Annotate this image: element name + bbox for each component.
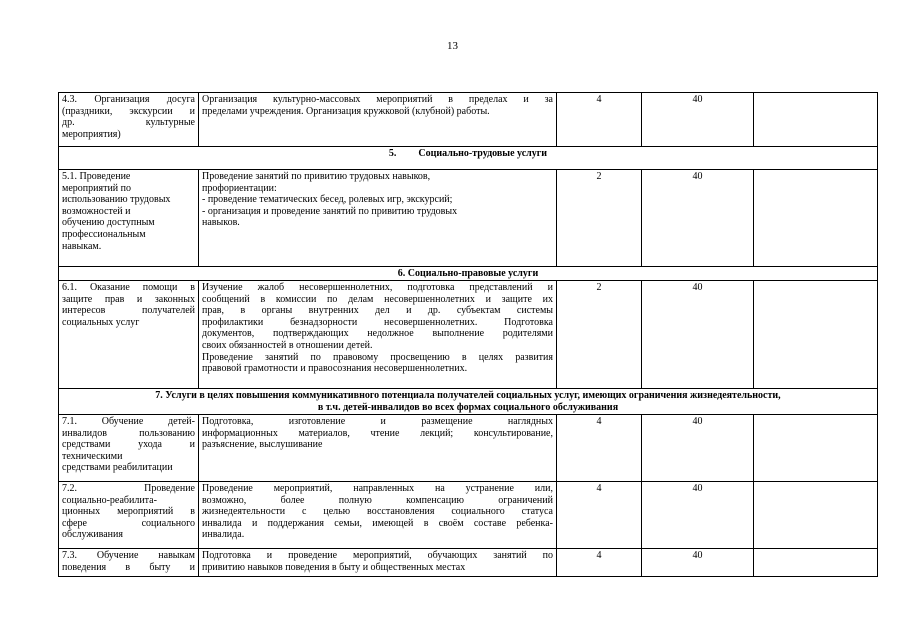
section-heading	[59, 389, 878, 415]
service-description-cell	[199, 482, 557, 549]
service-description-line: прав, в органы внутренних дел и др. субъектам системы	[202, 305, 553, 317]
empty-cell-col5	[754, 93, 878, 147]
section-row	[59, 389, 878, 415]
service-name-cell	[59, 93, 199, 147]
service-name-line: обучению доступным	[62, 217, 155, 229]
service-description-cell	[199, 170, 557, 267]
service-description-line: пределами учреждения. Организация кружковой (клубной) работы.	[202, 105, 490, 117]
service-description-line: Подготовка и проведение мероприятий, обучающих занятий по	[202, 550, 553, 561]
service-description-line: инвалида.	[202, 529, 245, 541]
section-title: 7. Услуги в целях повышения коммуникативного потенциала получателей социальных услуг, имеющих ограничения жизнедеятельности,	[155, 390, 781, 401]
service-name-line: др. культурные	[62, 117, 195, 129]
service-name-line: защите прав и законных	[62, 293, 195, 305]
service-name-line: инвалидов пользованию	[62, 427, 195, 439]
table-row	[59, 482, 878, 549]
service-description-line: жизнедеятельности с целью восстановления социального статуса	[202, 506, 553, 518]
section-title-line-2: в т.ч. детей-инвалидов во всех формах социального обслуживания	[317, 401, 619, 413]
service-name-line: использованию трудовых	[62, 194, 171, 206]
service-description-line: сообщений в комиссии по делам несовершеннолетних и защите их	[202, 293, 553, 305]
service-description-line: Изучение жалоб несовершеннолетних, подготовка представлений и	[202, 282, 553, 293]
table-row	[59, 93, 878, 147]
service-description-line: Подготовка, изготовление и размещение наглядных	[202, 416, 553, 427]
service-name-line: техническими	[62, 450, 123, 462]
service-name-line: интересов получателей	[62, 305, 195, 317]
page-number: 13	[447, 40, 458, 52]
value-cell-col4: 40	[642, 170, 754, 267]
section-heading	[59, 147, 878, 170]
service-name-line: возможностей и	[62, 205, 131, 217]
service-name-line: поведения в быту и	[62, 561, 195, 573]
services-table	[58, 92, 878, 577]
value-cell-col3: 2	[557, 281, 642, 389]
services-table-body	[59, 93, 878, 577]
section-title: Социально-трудовые услуги	[418, 148, 548, 159]
table-row	[59, 281, 878, 389]
table-row	[59, 549, 878, 577]
value-cell-col4: 40	[642, 549, 754, 577]
value-cell-col3: 4	[557, 415, 642, 482]
service-name-line: средствами ухода и	[62, 439, 195, 451]
value-cell-col4: 40	[642, 482, 754, 549]
service-description-line: Организация культурно-массовых мероприятий в пределах и за	[202, 94, 553, 105]
service-description-line: Проведение занятий по правовому просвещению в целях развития	[202, 351, 553, 363]
service-name-line: 7.2. Проведение	[62, 483, 195, 494]
service-name-cell	[59, 482, 199, 549]
service-name-line: 7.3. Обучение навыкам	[62, 550, 195, 561]
service-description-line: - организация и проведение занятий по привитию трудовых	[202, 205, 458, 217]
value-cell-col3: 4	[557, 482, 642, 549]
service-name-line: профессиональным	[62, 228, 146, 240]
service-name-line: сфере социального	[62, 517, 195, 529]
value-cell-col3: 2	[557, 170, 642, 267]
value-cell-col3: 4	[557, 549, 642, 577]
service-description-line: привитию навыков поведения в быту и общественных местах	[202, 561, 466, 573]
service-name-line: социально-реабилита-	[62, 494, 157, 506]
section-title: 6. Социально-правовые услуги	[397, 268, 539, 279]
service-description-line: правовой грамотности и правосознания несовершеннолетних.	[202, 363, 468, 375]
service-description-cell	[199, 93, 557, 147]
empty-cell-col5	[754, 549, 878, 577]
service-description-line: информационных материалов, чтение лекций; консультирование,	[202, 427, 553, 439]
service-name-cell	[59, 170, 199, 267]
empty-cell-col5	[754, 482, 878, 549]
service-name-cell	[59, 415, 199, 482]
service-description-line: документов, подтверждающих недолжное выполнение родителями	[202, 328, 553, 340]
service-name-line: ционных мероприятий в	[62, 506, 195, 518]
service-description-line: Проведение мероприятий, направленных на устранение или,	[202, 483, 553, 494]
table-row	[59, 170, 878, 267]
table-row	[59, 415, 878, 482]
value-cell-col4: 40	[642, 281, 754, 389]
service-name-line: обслуживания	[62, 529, 123, 541]
section-row	[59, 147, 878, 170]
empty-cell-col5	[754, 170, 878, 267]
service-description-line: возможно, более полную компенсацию ограничений	[202, 494, 553, 506]
service-description-line: Проведение занятий по привитию трудовых навыков,	[202, 171, 431, 182]
section-heading	[59, 267, 878, 281]
service-description-cell	[199, 415, 557, 482]
empty-cell-col5	[754, 415, 878, 482]
service-name-line: мероприятий по	[62, 182, 131, 194]
service-name-line: (праздники, экскурсии и	[62, 105, 195, 117]
section-row	[59, 267, 878, 281]
value-cell-col4: 40	[642, 93, 754, 147]
service-name-cell	[59, 549, 199, 577]
service-name-cell	[59, 281, 199, 389]
service-name-line: социальных услуг	[62, 316, 140, 328]
service-name-line: навыкам.	[62, 240, 102, 252]
service-description-line: навыков.	[202, 217, 240, 229]
service-description-line: профилактики безнадзорности несовершеннолетних. Подготовка	[202, 316, 553, 328]
service-name-line: 4.3. Организация досуга	[62, 94, 195, 105]
service-description-cell	[199, 549, 557, 577]
service-name-line: средствами реабилитации	[62, 462, 173, 474]
service-description-line: - проведение тематических бесед, ролевых игр, экскурсий;	[202, 194, 453, 206]
value-cell-col4: 40	[642, 415, 754, 482]
service-description-line: профориентации:	[202, 182, 277, 194]
service-description-line: своих обязанностей в отношении детей.	[202, 339, 373, 351]
empty-cell-col5	[754, 281, 878, 389]
service-description-line: разъяснение, выслушивание	[202, 439, 323, 451]
service-name-line: 7.1. Обучение детей-	[62, 416, 195, 427]
service-name-line: 6.1. Оказание помощи в	[62, 282, 195, 293]
service-name-line: мероприятия)	[62, 128, 121, 140]
service-name-line: 5.1. Проведение	[62, 171, 131, 182]
section-number: 5.	[388, 148, 397, 159]
service-description-cell	[199, 281, 557, 389]
value-cell-col3: 4	[557, 93, 642, 147]
service-description-line: инвалида и поддержания семьи, имеющей в своём составе ребенка-	[202, 517, 553, 529]
